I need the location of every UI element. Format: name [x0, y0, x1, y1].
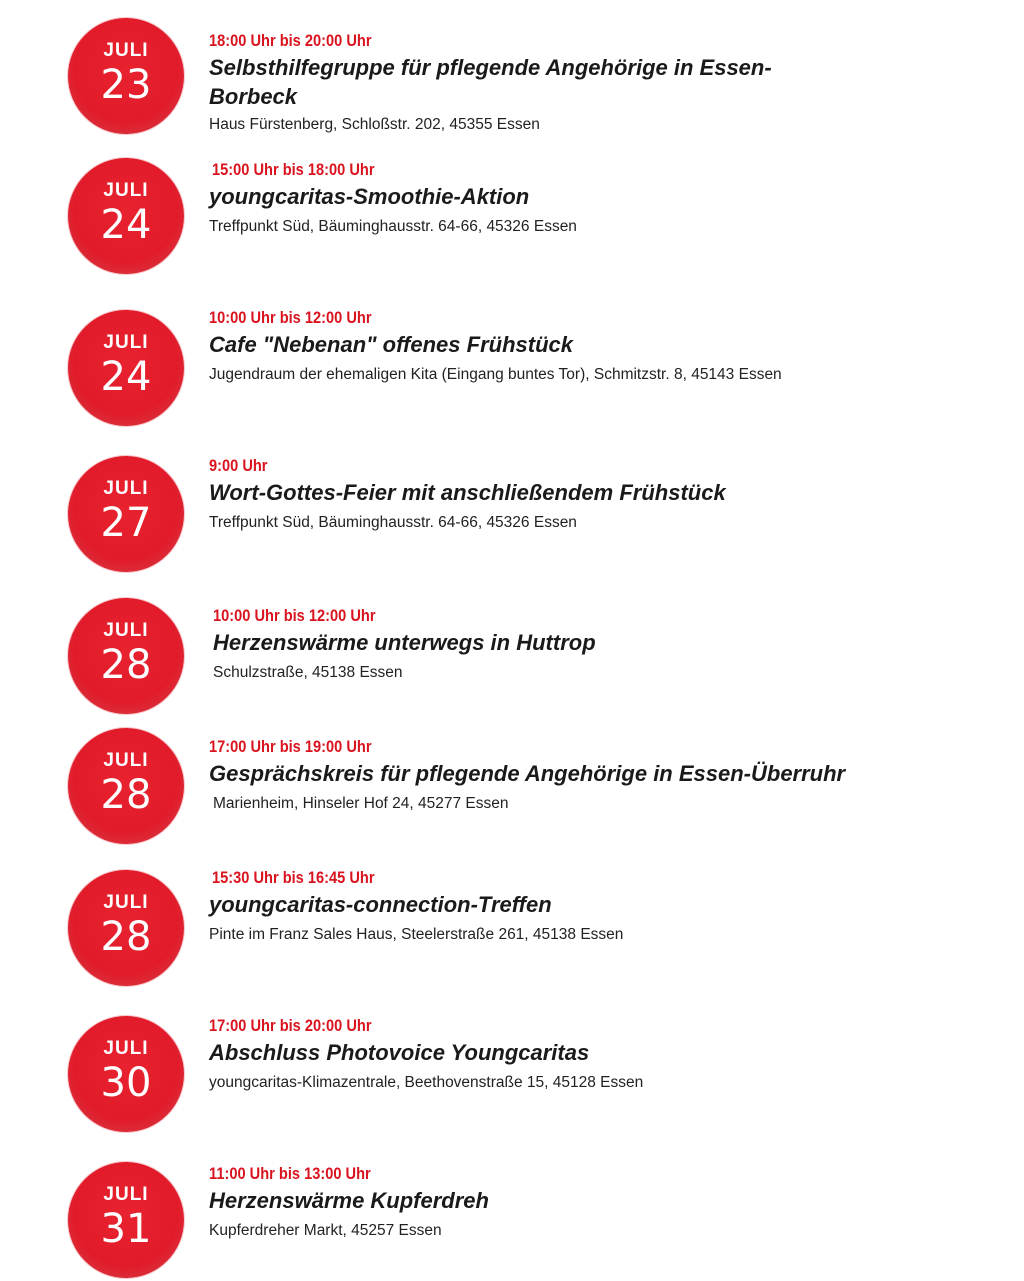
event-title: Abschluss Photovoice Youngcaritas [209, 1040, 590, 1065]
event-info [209, 160, 1002, 237]
event-title: Herzenswärme unterwegs in Huttrop [213, 630, 596, 655]
badge-day: 30 [100, 1060, 152, 1106]
event-info [213, 606, 1003, 683]
event-info [209, 308, 999, 385]
event-time: 18:00 Uhr bis 20:00 Uhr [209, 31, 372, 50]
badge-day: 23 [100, 62, 152, 108]
badge-day: 28 [100, 772, 152, 818]
event-address: Haus Fürstenberg, Schloßstr. 202, 45355 Essen [209, 116, 540, 133]
event-time: 15:00 Uhr bis 18:00 Uhr [212, 160, 375, 179]
event-address: Schulzstraße, 45138 Essen [213, 664, 403, 681]
badge-day: 28 [100, 914, 152, 960]
event-title: Selbsthilfegruppe für pflegende Angehörige in Essen-Borbeck [209, 55, 772, 109]
event-time: 9:00 Uhr [209, 456, 268, 475]
event-time: 15:30 Uhr bis 16:45 Uhr [212, 868, 375, 887]
event-info [209, 868, 1002, 945]
event-address: Treffpunkt Süd, Bäuminghausstr. 64-66, 45326 Essen [209, 514, 577, 531]
badge-month: JULI [103, 750, 149, 771]
event-info [209, 737, 999, 814]
date-badge [68, 18, 184, 134]
date-badge [68, 598, 184, 714]
event-title: youngcaritas-connection-Treffen [209, 892, 552, 917]
event-address: Kupferdreher Markt, 45257 Essen [209, 1222, 442, 1239]
event-address: Treffpunkt Süd, Bäuminghausstr. 64-66, 45326 Essen [209, 218, 577, 235]
event-title: Herzenswärme Kupferdreh [209, 1188, 489, 1213]
event-title: Cafe "Nebenan" offenes Frühstück [209, 332, 573, 357]
badge-day: 31 [100, 1206, 152, 1252]
badge-month: JULI [103, 620, 149, 641]
badge-month: JULI [103, 1184, 149, 1205]
event-info [209, 31, 999, 135]
badge-month: JULI [103, 180, 149, 201]
event-time: 10:00 Uhr bis 12:00 Uhr [213, 606, 376, 625]
event-info [209, 1164, 999, 1241]
event-title: Gesprächskreis für pflegende Angehörige in Essen-Überruhr [209, 761, 846, 786]
date-badge [68, 870, 184, 986]
date-badge [68, 158, 184, 274]
date-badge [68, 1162, 184, 1278]
date-badge [68, 1016, 184, 1132]
event-time: 11:00 Uhr bis 13:00 Uhr [209, 1164, 371, 1183]
badge-month: JULI [103, 332, 149, 353]
event-info [209, 1016, 999, 1093]
badge-month: JULI [103, 1038, 149, 1059]
badge-day: 28 [100, 642, 152, 688]
event-time: 17:00 Uhr bis 20:00 Uhr [209, 1016, 372, 1035]
badge-day: 24 [100, 202, 152, 248]
event-info [209, 456, 999, 533]
badge-month: JULI [103, 892, 149, 913]
badge-day: 24 [100, 354, 152, 400]
event-address: Pinte im Franz Sales Haus, Steelerstraße 261, 45138 Essen [209, 926, 624, 943]
event-address: Jugendraum der ehemaligen Kita (Eingang buntes Tor), Schmitzstr. 8, 45143 Essen [209, 366, 782, 383]
badge-month: JULI [103, 40, 149, 61]
badge-month: JULI [103, 478, 149, 499]
event-address: youngcaritas-Klimazentrale, Beethovenstraße 15, 45128 Essen [209, 1074, 644, 1091]
event-title: Wort-Gottes-Feier mit anschließendem Frühstück [209, 480, 726, 505]
event-time: 10:00 Uhr bis 12:00 Uhr [209, 308, 372, 327]
date-badge [68, 728, 184, 844]
date-badge [68, 456, 184, 572]
date-badge [68, 310, 184, 426]
event-address: Marienheim, Hinseler Hof 24, 45277 Essen [213, 795, 509, 812]
event-time: 17:00 Uhr bis 19:00 Uhr [209, 737, 372, 756]
badge-day: 27 [100, 500, 152, 546]
event-title: youngcaritas-Smoothie-Aktion [209, 184, 530, 209]
